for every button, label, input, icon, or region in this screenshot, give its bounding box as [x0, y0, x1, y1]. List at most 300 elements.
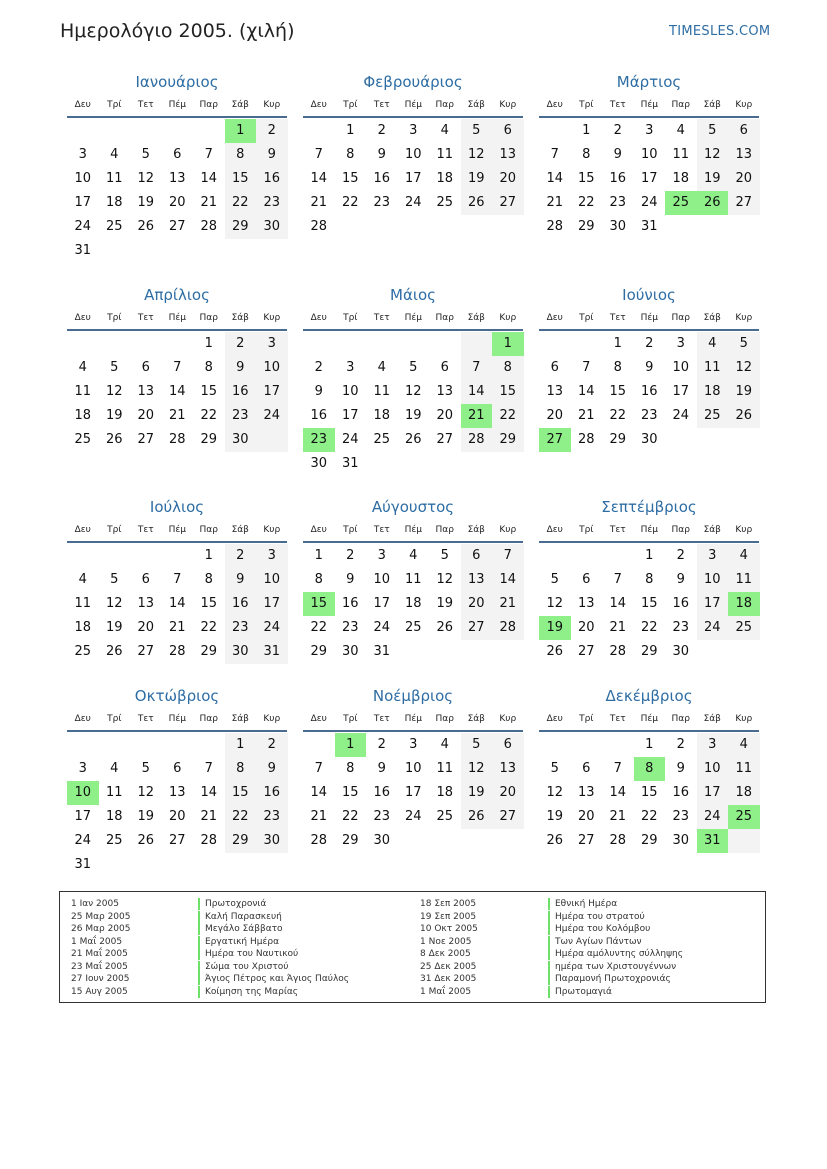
day-cell: 4 [739, 737, 748, 752]
day-cell: 18 [373, 408, 391, 423]
weekday-header: Κυρ [263, 313, 281, 323]
weekday-header: Κυρ [499, 100, 517, 110]
day-cell: 9 [676, 761, 685, 776]
day-cell: 18 [74, 620, 92, 635]
day-cell: 12 [137, 785, 155, 800]
weekday-header: Παρ [671, 100, 690, 110]
day-cell: 30 [609, 219, 627, 234]
day-cell: 12 [546, 596, 564, 611]
day-cell: 21 [499, 596, 517, 611]
day-cell: 21 [577, 408, 595, 423]
day-cell: 1 [582, 123, 591, 138]
day-cell: 24 [404, 809, 422, 824]
day-cell: 6 [440, 360, 449, 375]
day-cell: 7 [173, 360, 182, 375]
day-cell: 2 [346, 548, 355, 563]
legend-holiday-name: Κοίμηση της Μαρίας [205, 986, 299, 997]
day-cell: 25 [735, 620, 753, 635]
day-cell: 2 [236, 336, 245, 351]
day-cell: 10 [263, 360, 281, 375]
weekday-header: Κυρ [499, 313, 517, 323]
day-cell: 29 [609, 432, 627, 447]
day-cell: 30 [231, 432, 249, 447]
legend-date: 31 Δεκ 2005 [420, 974, 477, 984]
day-cell: 28 [609, 644, 627, 659]
day-cell: 1 [204, 548, 213, 563]
day-cell: 23 [672, 620, 690, 635]
day-cell: 15 [200, 596, 218, 611]
day-cell: 12 [105, 596, 123, 611]
weekday-header: Δευ [74, 313, 91, 323]
weekday-header: Παρ [199, 714, 218, 724]
legend-date: 1 Μαΐ 2005 [71, 936, 123, 947]
day-cell: 27 [467, 620, 485, 635]
day-cell: 5 [708, 123, 717, 138]
weekday-header: Τρί [343, 714, 358, 724]
day-cell: 24 [703, 809, 721, 824]
weekday-header: Σάβ [703, 714, 721, 724]
legend-holiday-name: Ημέρα του στρατού [555, 911, 645, 922]
day-cell: 28 [467, 432, 485, 447]
day-cell: 24 [263, 620, 281, 635]
day-cell: 12 [137, 171, 155, 186]
legend-date: 21 Μαΐ 2005 [71, 949, 128, 959]
day-cell: 3 [708, 737, 717, 752]
day-cell: 20 [546, 408, 564, 423]
day-cell: 5 [440, 548, 449, 563]
month-title: Αύγουστος [371, 498, 455, 516]
weekday-header: Τετ [373, 525, 390, 535]
weekday-header: Τετ [373, 313, 390, 323]
day-cell: 28 [546, 219, 564, 234]
month-block [539, 687, 761, 887]
day-cell: 4 [739, 548, 748, 563]
day-cell: 4 [676, 123, 685, 138]
weekday-header: Δευ [546, 313, 563, 323]
day-cell: 7 [314, 761, 323, 776]
day-cell: 10 [404, 761, 422, 776]
month-title: Ιούλιος [149, 498, 205, 516]
day-cell: 10 [74, 171, 92, 186]
day-cell: 12 [735, 360, 753, 375]
weekday-header: Τρί [107, 100, 122, 110]
weekday-header: Κυρ [735, 525, 753, 535]
legend-marker [198, 923, 200, 935]
weekday-header: Τρί [107, 313, 122, 323]
month-divider [539, 116, 759, 118]
day-cell: 5 [550, 761, 559, 776]
day-cell: 29 [341, 833, 359, 848]
day-cell: 22 [640, 809, 658, 824]
legend-marker [198, 898, 200, 910]
legend-date: 27 Ιουν 2005 [71, 974, 130, 984]
day-cell: 15 [341, 171, 359, 186]
day-cell: 26 [467, 809, 485, 824]
month-block [303, 286, 525, 486]
day-cell: 25 [105, 833, 123, 848]
legend-marker [548, 973, 550, 985]
month-block [67, 498, 289, 698]
day-cell: 26 [436, 620, 454, 635]
legend-date: 1 Ιαν 2005 [71, 899, 119, 909]
day-cell: 16 [640, 384, 658, 399]
weekday-header: Πέμ [640, 714, 658, 724]
holiday-day-cell: 1 [492, 332, 524, 356]
legend-holiday-name: Πρωτομαγιά [555, 986, 612, 997]
day-cell: 7 [472, 360, 481, 375]
day-cell: 25 [436, 195, 454, 210]
legend-marker [548, 911, 550, 923]
day-cell: 2 [236, 548, 245, 563]
weekday-header: Πέμ [404, 313, 422, 323]
holiday-day-cell: 8 [634, 757, 666, 781]
day-cell: 12 [467, 761, 485, 776]
day-cell: 6 [582, 572, 591, 587]
legend-marker [198, 948, 200, 960]
day-cell: 28 [310, 833, 328, 848]
month-title: Φεβρουάριος [363, 73, 463, 91]
day-cell: 24 [373, 620, 391, 635]
day-cell: 25 [703, 408, 721, 423]
holiday-day-cell: 19 [539, 616, 571, 640]
day-cell: 20 [577, 809, 595, 824]
weekday-header: Κυρ [735, 714, 753, 724]
day-cell: 12 [546, 785, 564, 800]
day-cell: 11 [735, 572, 753, 587]
day-cell: 11 [404, 572, 422, 587]
day-cell: 31 [74, 857, 92, 872]
month-title: Νοέμβριος [372, 687, 454, 705]
day-cell: 22 [341, 809, 359, 824]
day-cell: 6 [173, 761, 182, 776]
day-cell: 14 [609, 596, 627, 611]
day-cell: 9 [236, 572, 245, 587]
day-cell: 22 [231, 195, 249, 210]
day-cell: 5 [550, 572, 559, 587]
day-cell: 15 [200, 384, 218, 399]
weekday-header: Τετ [609, 714, 626, 724]
day-cell: 19 [735, 384, 753, 399]
day-cell: 27 [137, 644, 155, 659]
weekday-header: Τρί [107, 525, 122, 535]
weekday-header: Κυρ [735, 100, 753, 110]
weekday-header: Κυρ [263, 525, 281, 535]
day-cell: 20 [499, 785, 517, 800]
month-divider [303, 116, 523, 118]
day-cell: 10 [640, 147, 658, 162]
day-cell: 16 [310, 408, 328, 423]
day-cell: 3 [676, 336, 685, 351]
day-cell: 29 [200, 432, 218, 447]
day-cell: 5 [739, 336, 748, 351]
weekday-header: Παρ [671, 525, 690, 535]
day-cell: 27 [137, 432, 155, 447]
weekday-header: Δευ [546, 714, 563, 724]
holiday-day-cell: 15 [303, 592, 335, 616]
day-cell: 6 [550, 360, 559, 375]
day-cell: 13 [499, 147, 517, 162]
month-title: Οκτώβριος [134, 687, 220, 705]
day-cell: 24 [672, 408, 690, 423]
day-cell: 14 [577, 384, 595, 399]
day-cell: 14 [546, 171, 564, 186]
day-cell: 16 [672, 596, 690, 611]
day-cell: 25 [436, 809, 454, 824]
day-cell: 6 [141, 360, 150, 375]
month-divider [303, 329, 523, 331]
legend-marker [548, 986, 550, 998]
day-cell: 30 [672, 833, 690, 848]
weekday-header: Παρ [199, 313, 218, 323]
legend-date: 25 Μαρ 2005 [71, 911, 131, 922]
day-cell: 13 [168, 785, 186, 800]
weekday-header: Δευ [310, 100, 327, 110]
day-cell: 31 [373, 644, 391, 659]
day-cell: 8 [236, 147, 245, 162]
legend-marker [198, 986, 200, 998]
day-cell: 17 [703, 785, 721, 800]
day-cell: 23 [672, 809, 690, 824]
day-cell: 21 [168, 408, 186, 423]
month-divider [539, 329, 759, 331]
day-cell: 9 [676, 572, 685, 587]
day-cell: 21 [200, 809, 218, 824]
day-cell: 5 [110, 360, 119, 375]
day-cell: 2 [377, 737, 386, 752]
day-cell: 16 [609, 171, 627, 186]
day-cell: 7 [550, 147, 559, 162]
day-cell: 17 [74, 809, 92, 824]
day-cell: 13 [168, 171, 186, 186]
day-cell: 14 [310, 785, 328, 800]
holiday-day-cell: 18 [728, 592, 760, 616]
holiday-day-cell: 25 [728, 805, 760, 829]
day-cell: 9 [645, 360, 654, 375]
day-cell: 30 [640, 432, 658, 447]
day-cell: 15 [341, 785, 359, 800]
weekday-header: Πέμ [168, 100, 186, 110]
page-title: Ημερολόγιο 2005. (χιλή) [60, 20, 295, 42]
day-cell: 9 [267, 761, 276, 776]
day-cell: 18 [105, 809, 123, 824]
weekday-header: Τετ [137, 714, 154, 724]
day-cell: 30 [672, 644, 690, 659]
day-cell: 17 [263, 384, 281, 399]
day-cell: 5 [141, 761, 150, 776]
day-cell: 29 [640, 644, 658, 659]
day-cell: 4 [708, 336, 717, 351]
day-cell: 26 [137, 833, 155, 848]
day-cell: 29 [640, 833, 658, 848]
weekday-header: Πέμ [404, 525, 422, 535]
day-cell: 20 [137, 620, 155, 635]
day-cell: 24 [74, 833, 92, 848]
month-title: Μάιος [390, 286, 436, 304]
day-cell: 10 [373, 572, 391, 587]
month-block [67, 687, 289, 887]
day-cell: 7 [503, 548, 512, 563]
day-cell: 5 [472, 737, 481, 752]
day-cell: 10 [404, 147, 422, 162]
day-cell: 16 [263, 785, 281, 800]
legend-date: 26 Μαρ 2005 [71, 924, 131, 934]
day-cell: 17 [341, 408, 359, 423]
weekday-header: Τετ [373, 100, 390, 110]
day-cell: 2 [267, 737, 276, 752]
weekday-header: Τετ [137, 100, 154, 110]
legend-date: 19 Σεπ 2005 [420, 911, 477, 922]
day-cell: 15 [231, 785, 249, 800]
day-cell: 17 [373, 596, 391, 611]
month-title: Μάρτιος [616, 73, 682, 91]
day-cell: 16 [373, 785, 391, 800]
day-cell: 6 [472, 548, 481, 563]
day-cell: 19 [137, 809, 155, 824]
day-cell: 18 [703, 384, 721, 399]
day-cell: 1 [204, 336, 213, 351]
weekday-header: Τετ [137, 313, 154, 323]
day-cell: 23 [341, 620, 359, 635]
legend-date: 10 Οκτ 2005 [420, 924, 478, 934]
day-cell: 17 [263, 596, 281, 611]
day-cell: 27 [168, 219, 186, 234]
month-divider [539, 541, 759, 543]
weekday-header: Τετ [137, 525, 154, 535]
legend-date: 18 Σεπ 2005 [420, 899, 477, 909]
day-cell: 24 [703, 620, 721, 635]
legend-marker [548, 936, 550, 948]
day-cell: 26 [735, 408, 753, 423]
month-divider [67, 541, 287, 543]
month-title: Ιούνιος [622, 286, 676, 304]
day-cell: 5 [141, 147, 150, 162]
day-cell: 16 [672, 785, 690, 800]
legend-marker [198, 936, 200, 948]
weekday-header: Πέμ [640, 525, 658, 535]
day-cell: 26 [105, 644, 123, 659]
day-cell: 30 [310, 456, 328, 471]
day-cell: 19 [137, 195, 155, 210]
day-cell: 15 [577, 171, 595, 186]
day-cell: 15 [499, 384, 517, 399]
legend-date: 8 Δεκ 2005 [420, 949, 471, 959]
day-cell: 19 [467, 171, 485, 186]
weekday-header: Πέμ [640, 313, 658, 323]
weekday-header: Τρί [579, 525, 594, 535]
legend-marker [548, 923, 550, 935]
day-cell: 25 [74, 644, 92, 659]
day-cell: 10 [672, 360, 690, 375]
day-cell: 11 [74, 596, 92, 611]
holiday-day-cell: 21 [461, 404, 493, 428]
day-cell: 28 [499, 620, 517, 635]
day-cell: 16 [341, 596, 359, 611]
day-cell: 20 [499, 171, 517, 186]
weekday-header: Τρί [343, 100, 358, 110]
day-cell: 16 [373, 171, 391, 186]
day-cell: 8 [503, 360, 512, 375]
month-divider [303, 541, 523, 543]
day-cell: 6 [582, 761, 591, 776]
day-cell: 21 [546, 195, 564, 210]
day-cell: 23 [373, 195, 391, 210]
month-title: Ιανουάριος [135, 73, 219, 91]
day-cell: 5 [472, 123, 481, 138]
day-cell: 31 [263, 644, 281, 659]
day-cell: 2 [613, 123, 622, 138]
weekday-header: Τρί [343, 525, 358, 535]
day-cell: 4 [440, 123, 449, 138]
day-cell: 13 [546, 384, 564, 399]
day-cell: 21 [200, 195, 218, 210]
legend-date: 25 Δεκ 2005 [420, 961, 477, 972]
day-cell: 4 [78, 360, 87, 375]
weekday-header: Τρί [579, 100, 594, 110]
weekday-header: Σάβ [231, 100, 249, 110]
day-cell: 15 [231, 171, 249, 186]
day-cell: 20 [168, 195, 186, 210]
day-cell: 22 [577, 195, 595, 210]
day-cell: 28 [168, 644, 186, 659]
day-cell: 1 [314, 548, 323, 563]
day-cell: 23 [373, 809, 391, 824]
weekday-header: Κυρ [499, 714, 517, 724]
weekday-header: Κυρ [263, 100, 281, 110]
day-cell: 14 [200, 171, 218, 186]
month-divider [539, 730, 759, 732]
holiday-day-cell: 27 [539, 428, 571, 452]
day-cell: 13 [137, 596, 155, 611]
day-cell: 4 [78, 572, 87, 587]
legend-date: 23 Μαΐ 2005 [71, 961, 128, 972]
day-cell: 17 [640, 171, 658, 186]
day-cell: 3 [409, 123, 418, 138]
holiday-legend [59, 891, 766, 1003]
day-cell: 18 [672, 171, 690, 186]
day-cell: 29 [231, 833, 249, 848]
weekday-header: Δευ [310, 525, 327, 535]
day-cell: 22 [200, 620, 218, 635]
day-cell: 19 [703, 171, 721, 186]
month-block [303, 498, 525, 698]
month-block [67, 73, 289, 273]
legend-holiday-name: Καλή Παρασκευή [205, 911, 282, 922]
weekday-header: Παρ [671, 714, 690, 724]
brand-link[interactable]: TIMESLES.COM [669, 24, 771, 39]
day-cell: 27 [499, 195, 517, 210]
day-cell: 21 [168, 620, 186, 635]
day-cell: 23 [609, 195, 627, 210]
day-cell: 2 [676, 737, 685, 752]
day-cell: 15 [640, 785, 658, 800]
holiday-day-cell: 25 [665, 191, 697, 215]
day-cell: 22 [200, 408, 218, 423]
legend-date: 1 Νοε 2005 [420, 936, 472, 947]
month-title: Απρίλιος [144, 286, 210, 304]
day-cell: 19 [105, 408, 123, 423]
day-cell: 30 [231, 644, 249, 659]
day-cell: 9 [236, 360, 245, 375]
weekday-header: Πέμ [168, 714, 186, 724]
day-cell: 11 [672, 147, 690, 162]
weekday-header: Σάβ [703, 100, 721, 110]
month-block [539, 286, 761, 486]
day-cell: 7 [613, 572, 622, 587]
weekday-header: Παρ [199, 525, 218, 535]
day-cell: 7 [613, 761, 622, 776]
day-cell: 9 [267, 147, 276, 162]
day-cell: 24 [74, 219, 92, 234]
